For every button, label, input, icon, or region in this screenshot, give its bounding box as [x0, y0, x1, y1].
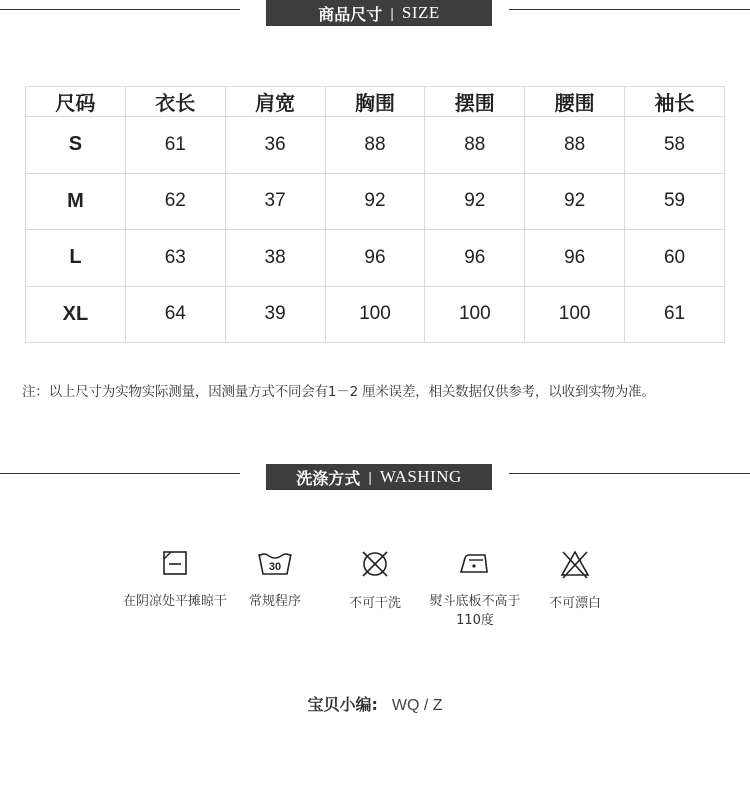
washing-label: 不可干洗: [348, 596, 401, 611]
table-cell: 39: [225, 286, 325, 343]
washing-label: 常规程序: [248, 594, 301, 609]
table-row: [26, 173, 725, 230]
no-bleach-icon: [520, 548, 630, 580]
header-size: 尺码: [26, 87, 126, 117]
washing-label: 熨斗底板不高于110度: [429, 594, 521, 628]
table-cell: 37: [225, 173, 325, 230]
size-divider-right: [509, 9, 750, 10]
row-size-label: S: [26, 117, 126, 174]
wash-temp-text: 30: [268, 561, 282, 573]
size-table: [25, 86, 725, 343]
washing-section-title: 洗涤方式: [296, 468, 361, 488]
table-cell: 58: [625, 117, 725, 174]
table-cell: 100: [525, 286, 625, 343]
table-cell: 62: [125, 173, 225, 230]
wash-30-icon: [220, 548, 330, 578]
row-size-label: M: [26, 173, 126, 230]
table-cell: 96: [325, 230, 425, 287]
table-cell: 92: [425, 173, 525, 230]
header-hem: 摆围: [425, 87, 525, 117]
size-section-banner: [266, 0, 492, 26]
washing-section-divider: |: [368, 469, 372, 485]
table-cell: 61: [125, 117, 225, 174]
iron-low-icon: [420, 548, 530, 578]
size-section-title: 商品尺寸: [318, 4, 383, 24]
table-cell: 36: [225, 117, 325, 174]
table-cell: 88: [325, 117, 425, 174]
editor-label: 宝贝小编:: [307, 695, 378, 714]
table-cell: 64: [125, 286, 225, 343]
washing-item-no-bleach: [520, 548, 630, 613]
header-chest: 胸围: [325, 87, 425, 117]
table-cell: 92: [325, 173, 425, 230]
dry-flat-shade-icon: [120, 548, 230, 578]
washing-divider-left: [0, 473, 240, 474]
table-cell: 38: [225, 230, 325, 287]
size-note: 注：以上尺寸为实物实际测量，因测量方式不同会有1－2 厘米误差，相关数据仅供参考，以收到实物为准。: [22, 384, 655, 400]
table-row: [26, 230, 725, 287]
header-waist: 腰围: [525, 87, 625, 117]
size-table-header-row: [26, 87, 725, 117]
table-cell: 96: [425, 230, 525, 287]
table-cell: 88: [525, 117, 625, 174]
table-cell: 96: [525, 230, 625, 287]
table-cell: 92: [525, 173, 625, 230]
washing-divider-right: [509, 473, 750, 474]
editor-value: WQ / Z: [391, 697, 443, 714]
table-cell: 100: [325, 286, 425, 343]
table-row: [26, 117, 725, 174]
table-cell: 59: [625, 173, 725, 230]
editor-credit: [0, 692, 750, 715]
washing-label: 在阴凉处平摊晾干: [122, 594, 227, 609]
washing-item-dry-flat: [120, 548, 230, 611]
table-cell: 100: [425, 286, 525, 343]
header-length: 衣长: [125, 87, 225, 117]
table-cell: 88: [425, 117, 525, 174]
row-size-label: XL: [26, 286, 126, 343]
washing-item-iron: [420, 548, 530, 630]
washing-item-no-dry-clean: [320, 548, 430, 613]
table-row: [26, 286, 725, 343]
table-cell: 63: [125, 230, 225, 287]
washing-label: 不可漂白: [548, 596, 601, 611]
size-section-divider: |: [390, 5, 394, 21]
header-shoulder: 肩宽: [225, 87, 325, 117]
washing-item-wash-30: [220, 548, 330, 611]
table-cell: 60: [625, 230, 725, 287]
table-cell: 61: [625, 286, 725, 343]
washing-section-title-en: WASHING: [379, 467, 462, 486]
washing-section-banner: [266, 464, 492, 490]
header-sleeve: 袖长: [625, 87, 725, 117]
size-section-title-en: SIZE: [401, 3, 440, 22]
no-dry-clean-icon: [320, 548, 430, 580]
row-size-label: L: [26, 230, 126, 287]
size-divider-left: [0, 9, 240, 10]
